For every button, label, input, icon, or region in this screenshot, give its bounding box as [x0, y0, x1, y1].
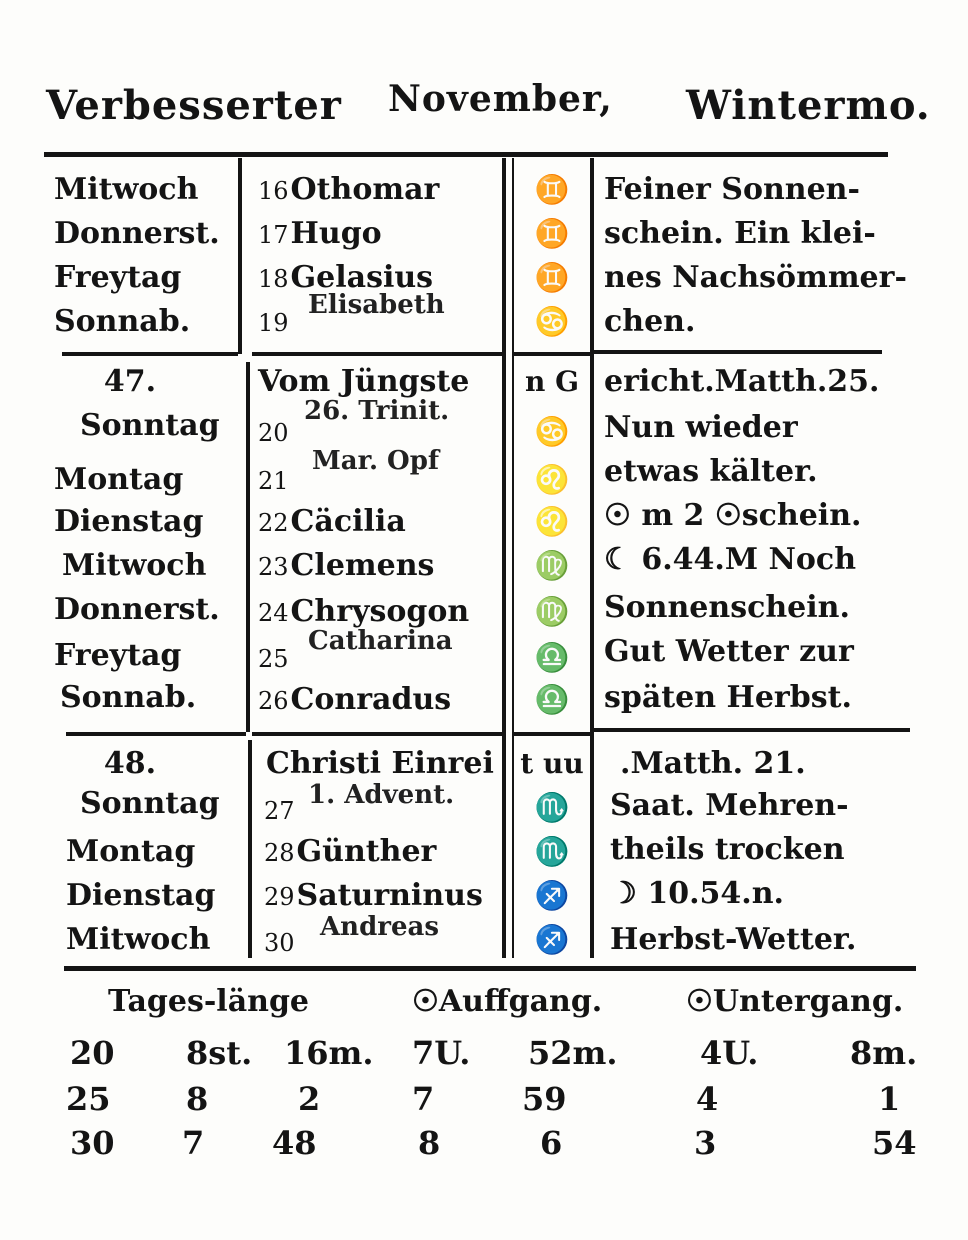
saint-name: Chrysogon: [290, 594, 470, 629]
week3-heading-saint: Christi Einrei: [266, 746, 494, 781]
saint-name: Cäcilia: [290, 504, 406, 539]
week1-day-3: Freytag: [54, 260, 182, 295]
column-rule-1c: [248, 740, 252, 958]
week1-weather-4: chen.: [604, 304, 696, 339]
header-right-title: Wintermo.: [686, 82, 931, 129]
footer-heading-sunset: ☉Untergang.: [686, 984, 904, 1019]
header-rule: [44, 152, 888, 157]
week2-overprint-2: Mar. Opf: [312, 446, 440, 476]
week1-overprint: Elisabeth: [308, 290, 445, 320]
week2-heading-saint: Vom Jüngste: [258, 364, 470, 399]
footer-r1-c3: 16m.: [284, 1034, 374, 1072]
footer-r3-c3: 48: [272, 1124, 317, 1162]
week1-day-2: Donnerst.: [54, 216, 220, 251]
date-number: 19: [258, 309, 289, 337]
saint-name: Clemens: [290, 548, 435, 583]
week-divider-1c: [514, 352, 590, 356]
zodiac-icon: ♋: [534, 305, 570, 338]
zodiac-icon: ♐: [534, 879, 570, 912]
week2-day-3: Dienstag: [54, 504, 204, 539]
date-number: 30: [264, 929, 295, 957]
date-number: 25: [258, 645, 289, 673]
footer-r1-c2: 8st.: [186, 1034, 253, 1072]
zodiac-icon: ♍: [534, 549, 570, 582]
footer-r1-c7: 8m.: [850, 1034, 918, 1072]
week2-date-7: [258, 678, 451, 723]
week2-weather-2: etwas kälter.: [604, 454, 818, 489]
week1-weather-1: Feiner Sonnen-: [604, 172, 860, 207]
date-number: 21: [258, 467, 289, 495]
week2-day-6: Freytag: [54, 638, 182, 673]
week1-date-4: [258, 300, 291, 345]
week3-number: 48.: [103, 746, 157, 781]
week1-day-4: Sonnab.: [54, 304, 191, 339]
column-rule-3: [512, 158, 514, 958]
week-divider-2d: [594, 728, 910, 732]
week-divider-2b: [252, 732, 502, 736]
week2-date-4: [258, 544, 434, 589]
zodiac-icon: ♌: [534, 463, 570, 496]
footer-r2-c4: 7: [412, 1080, 435, 1118]
date-number: 20: [258, 419, 289, 447]
week3-weather-4: Herbst-Wetter.: [610, 922, 857, 957]
week2-date-2: [258, 458, 291, 503]
date-number: 27: [264, 797, 295, 825]
week2-weather-6: Gut Wetter zur: [604, 634, 854, 669]
week2-weather-7: späten Herbst.: [604, 680, 852, 715]
zodiac-icon: ♊: [534, 261, 570, 294]
date-number: 28: [264, 839, 295, 867]
footer-r1-c6: 4U.: [700, 1034, 759, 1072]
column-rule-4: [590, 158, 594, 958]
footer-r3-c5: 6: [540, 1124, 563, 1162]
week1-weather-3: nes Nachsömmer-: [604, 260, 907, 295]
zodiac-icon: ♏: [534, 835, 570, 868]
week1-date-1: [258, 168, 439, 213]
week3-day-2: Montag: [66, 834, 196, 869]
footer-r3-c7: 54: [872, 1124, 917, 1162]
header-left-title: Verbesserter: [46, 82, 342, 129]
zodiac-icon: ♊: [534, 217, 570, 250]
footer-heading-sunrise: ☉Auffgang.: [412, 984, 603, 1019]
week3-weather-1: Saat. Mehren-: [610, 788, 849, 823]
week3-weather-3: ☽ 10.54.n.: [610, 876, 784, 911]
week2-overprint-3: Catharina: [308, 626, 453, 656]
header-month: November,: [388, 78, 613, 120]
date-number: 18: [258, 265, 289, 293]
footer-rule: [64, 966, 916, 971]
saint-name: Gelasius: [290, 260, 434, 295]
footer-r2-c3: 2: [298, 1080, 321, 1118]
week2-overprint-1: 26. Trinit.: [304, 396, 450, 426]
date-number: 24: [258, 599, 289, 627]
zodiac-icon: ♏: [534, 791, 570, 824]
week3-day-3: Dienstag: [66, 878, 216, 913]
week2-number: 47.: [103, 364, 157, 399]
week3-date-1: [264, 788, 297, 833]
footer-r2-c6: 4: [696, 1080, 719, 1118]
week2-heading-weather: ericht.Matth.25.: [604, 364, 880, 399]
week2-date-1: [258, 410, 291, 455]
week2-day-4: Mitwoch: [62, 548, 207, 583]
week3-weather-2: theils trocken: [610, 832, 845, 867]
week2-weather-3: ☉ m 2 ☉schein.: [604, 498, 862, 533]
footer-r3-c1: 30: [70, 1124, 115, 1162]
week3-heading-weather: .Matth. 21.: [620, 746, 806, 781]
zodiac-icon: ♎: [534, 683, 570, 716]
week3-date-2: [264, 830, 436, 875]
saint-name: Günther: [296, 834, 437, 869]
column-rule-1b: [246, 362, 250, 732]
week2-date-3: [258, 500, 406, 545]
week3-date-4: [264, 920, 297, 965]
week-divider-1b: [252, 352, 502, 356]
date-number: 26: [258, 687, 289, 715]
footer-r1-c1: 20: [70, 1034, 115, 1072]
footer-r2-c1: 25: [66, 1080, 111, 1118]
footer-r3-c4: 8: [418, 1124, 441, 1162]
footer-r2-c5: 59: [522, 1080, 567, 1118]
saint-name: Othomar: [290, 172, 440, 207]
column-rule-2: [502, 158, 506, 958]
week-divider-1d: [594, 350, 882, 354]
saint-name: Saturninus: [296, 878, 483, 913]
date-number: 23: [258, 553, 289, 581]
zodiac-icon: ♊: [534, 173, 570, 206]
zodiac-icon: ♌: [534, 505, 570, 538]
footer-r2-c2: 8: [186, 1080, 209, 1118]
footer-heading-daylength: Tages-länge: [108, 984, 310, 1019]
week2-heading-symbol: n G: [524, 365, 580, 398]
footer-r1-c4: 7U.: [412, 1034, 471, 1072]
zodiac-icon: ♍: [534, 595, 570, 628]
week1-day-1: Mitwoch: [54, 172, 199, 207]
footer-r1-c5: 52m.: [528, 1034, 618, 1072]
week2-day-2: Montag: [54, 462, 184, 497]
saint-name: Conradus: [290, 682, 452, 717]
week-divider-2c: [514, 732, 590, 736]
week2-weather-4: ☾ 6.44.M Noch: [604, 542, 857, 577]
week1-weather-2: schein. Ein klei-: [604, 216, 876, 251]
footer-r3-c2: 7: [182, 1124, 205, 1162]
week3-overprint-1: 1. Advent.: [308, 780, 455, 810]
footer-r3-c6: 3: [694, 1124, 717, 1162]
date-number: 29: [264, 883, 295, 911]
week2-day-7: Sonnab.: [60, 680, 197, 715]
column-rule-1: [238, 158, 242, 354]
week3-heading-symbol: t uu: [520, 747, 584, 780]
saint-name: Hugo: [290, 216, 382, 251]
week-divider-1: [62, 352, 238, 356]
week-divider-2: [66, 732, 246, 736]
week3-day-1: Sonntag: [80, 786, 220, 821]
footer-r2-c7: 1: [878, 1080, 901, 1118]
date-number: 16: [258, 177, 289, 205]
date-number: 22: [258, 509, 289, 537]
week2-weather-1: Nun wieder: [604, 410, 798, 445]
week3-overprint-2: Andreas: [320, 912, 439, 942]
date-number: 17: [258, 221, 289, 249]
week3-day-4: Mitwoch: [66, 922, 211, 957]
week2-day-1: Sonntag: [80, 408, 220, 443]
zodiac-icon: ♋: [534, 415, 570, 448]
week2-day-5: Donnerst.: [54, 592, 220, 627]
week1-date-2: [258, 212, 382, 257]
zodiac-icon: ♎: [534, 641, 570, 674]
week2-date-6: [258, 636, 291, 681]
week2-weather-5: Sonnenschein.: [604, 590, 850, 625]
zodiac-icon: ♐: [534, 923, 570, 956]
